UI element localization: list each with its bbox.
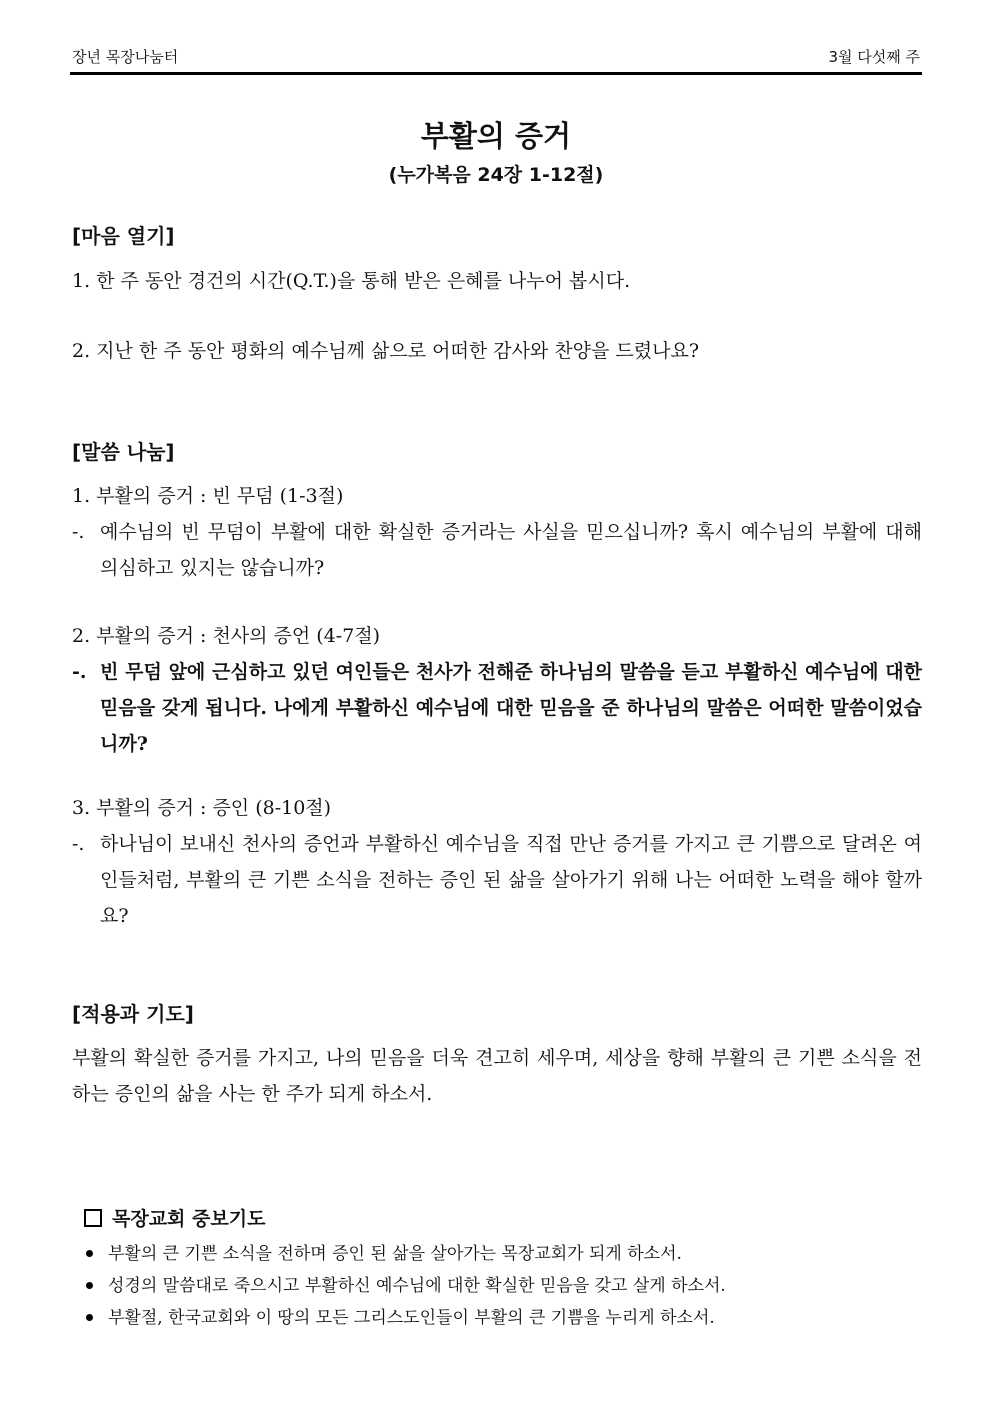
intercession-heading bbox=[84, 1204, 265, 1231]
apply-prayer-text: 부활의 확실한 증거를 가지고, 나의 믿음을 더욱 견고히 세우며, 세상을 향해 부활의 큰 기쁜 소식을 전하는 증인의 삶을 사는 한 주가 되게 하소서. bbox=[72, 1047, 922, 1105]
list-item bbox=[84, 1302, 726, 1334]
bullet-icon bbox=[86, 1250, 93, 1257]
dash-marker: -. bbox=[72, 661, 87, 683]
word-item-text: 빈 무덤 앞에 근심하고 있던 여인들은 천사가 전해준 하나님의 말씀을 듣고 부활하신 예수님에 대한 믿음을 갖게 됩니다. 나에게 부활하신 예수님에 대한 믿음을 준 하나님의 말씀은 어떠한 말씀이었습니까? bbox=[100, 661, 922, 755]
list-item bbox=[84, 1238, 726, 1270]
list-item-text: 부활절, 한국교회와 이 땅의 모든 그리스도인들이 부활의 큰 기쁨을 누리게 하소서. bbox=[108, 1308, 715, 1328]
page-subtitle: (누가복음 24장 1-12절) bbox=[388, 164, 604, 186]
list-item-text: 성경의 말씀대로 죽으시고 부활하신 예수님에 대한 확실한 믿음을 갖고 살게 하소서. bbox=[108, 1276, 726, 1296]
list-item bbox=[84, 1270, 726, 1302]
word-item-title: 1. 부활의 증거 : 빈 무덤 (1-3절) bbox=[72, 485, 344, 507]
word-item-question bbox=[72, 514, 922, 586]
bullet-icon bbox=[86, 1282, 93, 1289]
word-item-title: 3. 부활의 증거 : 증인 (8-10절) bbox=[72, 797, 332, 819]
dash-marker: -. bbox=[72, 521, 85, 543]
page-title: 부활의 증거 bbox=[420, 119, 572, 153]
word-item-question bbox=[72, 654, 922, 762]
header-right-label: 3월 다섯째 주 bbox=[828, 48, 920, 66]
word-item-question bbox=[72, 826, 922, 934]
word-item-text: 예수님의 빈 무덤이 부활에 대한 확실한 증거라는 사실을 믿으십니까? 혹시 예수님의 부활에 대해 의심하고 있지는 않습니까? bbox=[100, 521, 922, 579]
open-question-1: 1. 한 주 동안 경건의 시간(Q.T.)을 통해 받은 은혜를 나누어 봅시다. bbox=[72, 270, 631, 292]
bullet-icon bbox=[86, 1314, 93, 1321]
word-item-title: 2. 부활의 증거 : 천사의 증언 (4-7절) bbox=[72, 625, 381, 647]
section-heading-open: [마음 열기] bbox=[72, 224, 175, 248]
checkbox-icon bbox=[84, 1209, 102, 1227]
list-item-text: 부활의 큰 기쁜 소식을 전하며 증인 된 삶을 살아가는 목장교회가 되게 하소서. bbox=[108, 1244, 682, 1264]
section-heading-apply: [적용과 기도] bbox=[72, 1002, 194, 1026]
header-left-label: 장년 목장나눔터 bbox=[72, 48, 179, 66]
header-divider bbox=[70, 72, 922, 75]
intercession-list bbox=[84, 1238, 726, 1334]
word-item-1 bbox=[72, 478, 922, 586]
word-item-text: 하나님이 보내신 천사의 증언과 부활하신 예수님을 직접 만난 증거를 가지고 큰 기쁨으로 달려온 여인들처럼, 부활의 큰 기쁜 소식을 전하는 증인 된 삶을 살아가기 위해 나는 어떠한 노력을 해야 할까요? bbox=[100, 833, 922, 927]
open-question-2: 2. 지난 한 주 동안 평화의 예수님께 삶으로 어떠한 감사와 찬양을 드렸나요? bbox=[72, 340, 700, 362]
dash-marker: -. bbox=[72, 833, 85, 855]
word-item-2 bbox=[72, 618, 922, 762]
section-heading-word: [말씀 나눔] bbox=[72, 440, 175, 464]
intercession-heading-label: 목장교회 중보기도 bbox=[112, 1208, 266, 1230]
word-item-3 bbox=[72, 790, 922, 934]
